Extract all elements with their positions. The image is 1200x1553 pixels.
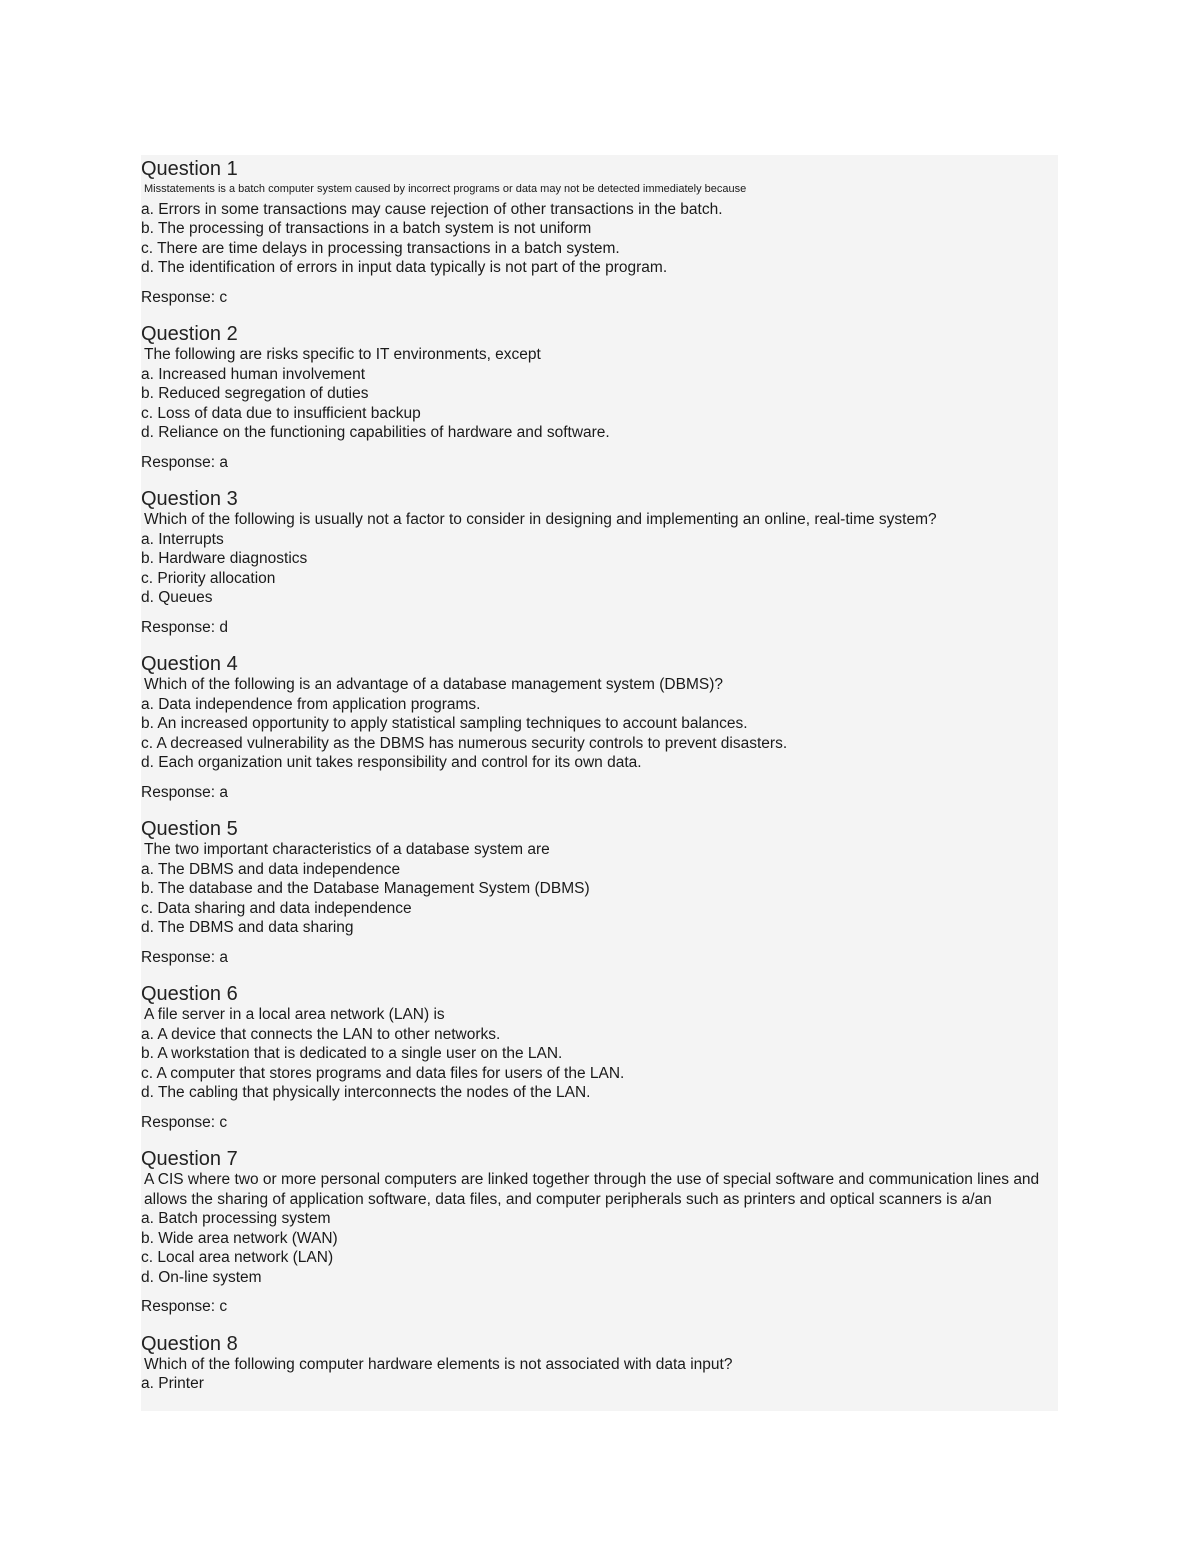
answer-option-c: c. Data sharing and data independence	[141, 899, 412, 917]
question-title: Question 8	[141, 1332, 238, 1355]
question-block	[141, 983, 1058, 1132]
question-text: Which of the following computer hardware elements is not associated with data input?	[144, 1355, 733, 1373]
question-text: A file server in a local area network (LAN) is	[144, 1006, 445, 1023]
answer-option-d: d. Each organization unit takes responsibility and control for its own data.	[141, 754, 642, 771]
answer-option-d: d. The identification of errors in input data typically is not part of the program.	[141, 259, 668, 276]
question-block	[141, 1148, 1058, 1317]
answer-option-d: d. Queues	[141, 589, 213, 606]
answer-option-c: c. Local area network (LAN)	[141, 1249, 334, 1266]
question-text: A CIS where two or more personal computers are linked together through the use of special software and communication lines and allows the sharing of application software, data files, and computer peripherals such as printers and optical scanners is a/an	[144, 1171, 1040, 1208]
answer-option-c: c. A decreased vulnerability as the DBMS has numerous security controls to prevent disasters.	[141, 734, 788, 752]
question-text: Which of the following is usually not a factor to consider in designing and implementing an online, real-time system?	[144, 511, 937, 528]
questions-panel	[141, 155, 1058, 1411]
question-block	[141, 323, 1058, 472]
question-title: Question 6	[141, 983, 238, 1005]
answer-option-c: c. There are time delays in processing transactions in a batch system.	[141, 239, 620, 257]
answer-option-b: b. Hardware diagnostics	[141, 550, 308, 567]
answer-option-b: b. Reduced segregation of duties	[141, 385, 369, 402]
answer-option-c: c. A computer that stores programs and data files for users of the LAN.	[141, 1064, 625, 1082]
question-block	[141, 818, 1058, 967]
question-block	[141, 488, 1058, 637]
response-text: Response: a	[141, 453, 229, 471]
question-title: Question 4	[141, 653, 238, 675]
answer-option-d: d. On-line system	[141, 1268, 262, 1286]
response-text: Response: c	[141, 1113, 228, 1131]
answer-option-a: a. A device that connects the LAN to other networks.	[141, 1025, 501, 1043]
response-text: Response: c	[141, 288, 228, 306]
question-text: The following are risks specific to IT environments, except	[144, 346, 541, 363]
answer-option-a: a. The DBMS and data independence	[141, 860, 401, 878]
answer-option-b: b. A workstation that is dedicated to a single user on the LAN.	[141, 1045, 563, 1062]
question-title: Question 5	[141, 818, 238, 840]
answer-option-a: a. Data independence from application programs.	[141, 695, 481, 713]
answer-option-b: b. Wide area network (WAN)	[141, 1229, 338, 1247]
answer-option-a: a. Increased human involvement	[141, 365, 366, 383]
answer-option-a: a. Batch processing system	[141, 1210, 331, 1227]
answer-option-b: b. The processing of transactions in a batch system is not uniform	[141, 220, 592, 237]
question-block	[141, 1333, 1058, 1394]
question-text: Which of the following is an advantage of a database management system (DBMS)?	[144, 676, 723, 693]
response-text: Response: a	[141, 948, 229, 966]
question-title: Question 1	[141, 158, 238, 180]
question-title: Question 7	[141, 1148, 238, 1170]
answer-option-b: b. The database and the Database Management System (DBMS)	[141, 880, 590, 897]
response-text: Response: a	[141, 783, 229, 801]
question-text: The two important characteristics of a database system are	[144, 841, 550, 858]
answer-option-a: a. Errors in some transactions may cause rejection of other transactions in the batch.	[141, 200, 723, 218]
question-title: Question 2	[141, 323, 238, 345]
answer-option-d: d. Reliance on the functioning capabilities of hardware and software.	[141, 424, 610, 441]
answer-option-a: a. Interrupts	[141, 530, 224, 548]
question-block	[141, 653, 1058, 802]
answer-option-d: d. The DBMS and data sharing	[141, 919, 354, 936]
question-block	[141, 158, 1058, 307]
answer-option-b: b. An increased opportunity to apply statistical sampling techniques to account balances.	[141, 715, 748, 732]
answer-option-c: c. Priority allocation	[141, 569, 276, 587]
question-title: Question 3	[141, 488, 238, 510]
answer-option-d: d. The cabling that physically interconnects the nodes of the LAN.	[141, 1084, 591, 1101]
answer-option-c: c. Loss of data due to insufficient backup	[141, 404, 421, 422]
response-text: Response: d	[141, 618, 229, 636]
response-text: Response: c	[141, 1298, 228, 1315]
answer-option-a: a. Printer	[141, 1375, 204, 1392]
question-text: Misstatements is a batch computer system caused by incorrect programs or data may not be detected immediately because	[144, 183, 747, 195]
